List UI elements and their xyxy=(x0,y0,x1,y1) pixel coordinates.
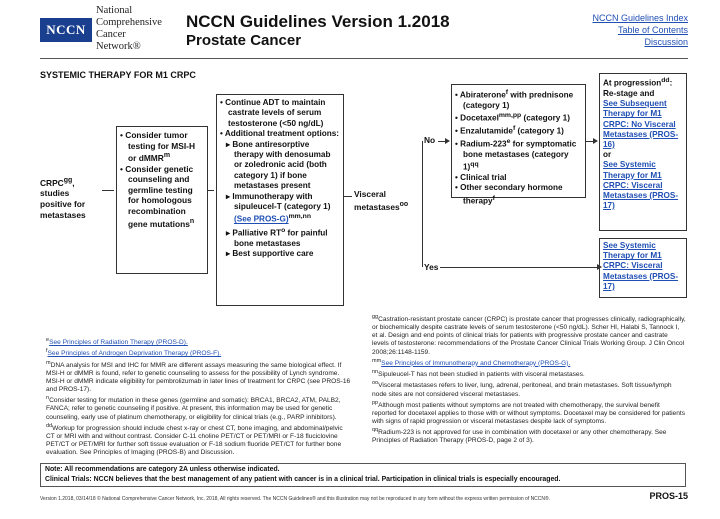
visceral-therapy-link[interactable]: See Systemic Therapy for M1 CRPC: Visceral Metastases (PROS-17) xyxy=(603,241,679,291)
nccn-logo: NCCN xyxy=(40,18,92,42)
footnote: $^{pp}$Although most patients without symptoms are not treated with chemotherapy, the survival benefit reported for docetaxel applies to those with or without symptoms. Docetaxel may be considered for patients with signs of rapid progression or visceral metastases despite lack of symptoms. xyxy=(372,399,685,425)
page-title: NCCN Guidelines Version 1.2018 xyxy=(186,12,450,31)
option-item: • Enzalutamide$^f$ (category 1) xyxy=(455,125,564,136)
header-divider xyxy=(40,58,688,59)
connector xyxy=(208,190,214,191)
page-subtitle: Prostate Cancer xyxy=(186,32,302,49)
treatment-box xyxy=(216,94,344,306)
copyright-footer: Version 1.2018, 03/14/18 © National Comprehensive Cancer Network, Inc. 2018, All rights reserved. The NCCN Guidelines® and this illustration may not be reproduced in any form without the express written permission of NCCN®. xyxy=(40,496,551,502)
yes-target-box xyxy=(599,238,687,298)
footnote: $^f$See Principles of Androgen Deprivation Therapy (PROS-F). xyxy=(46,348,222,358)
footnote: $^{gg}$Castration-resistant prostate cancer (CRPC) is prostate cancer that progresses clinically, radiographically, or biochemically despite castrate levels of serum testosterone (<50 ng/dL). Scher HI, Halabi S, Tannock I, et al. Design and end points of clinical trials for patients with progressive prostate cancer and castrate levels of testosterone: recommendations of the Prostate Cancer Clinical Trials Working Group. J Clin Oncol 2008;26:1148-1159. xyxy=(372,314,686,356)
option-item: • Clinical trial xyxy=(455,173,507,183)
testing-item: • Consider genetic counseling and germline testing for homologous recombination gene mutations$^n$ xyxy=(120,163,195,229)
visceral-therapy-link[interactable]: See Systemic Therapy for M1 CRPC: Visceral Metastases (PROS-17) xyxy=(603,160,679,211)
connector xyxy=(102,190,114,191)
treatment-subitem: ▸ Bone antiresorptive therapy with denosumab or zoledronic acid (both category 1) if bone metastases present xyxy=(226,139,331,191)
footnote: $^e$See Principles of Radiation Therapy (PROS-D). xyxy=(46,337,188,347)
option-item: • Docetaxel$^{mm,pp}$ (category 1) xyxy=(455,112,570,123)
footnote: $^{dd}$Workup for progression should include chest x-ray or chest CT, bone imaging, and abdominal/pelvic CT or MRI with and without contrast. Consider C-11 choline PET/CT or PET/MRI or F-18 fluciclovine PET/CT or PET/MRI for further soft tissue evaluation or F-18 sodium fluoride PET/CT for further bone evaluation. See Principles of Imaging (PROS-B) and Discussion. xyxy=(46,422,343,457)
radiation-therapy-link[interactable]: See Principles of Radiation Therapy (PROS-D). xyxy=(49,339,188,347)
section-title: SYSTEMIC THERAPY FOR M1 CRPC xyxy=(40,70,196,80)
option-item: • Radium-223e for symptomatic bone metastases (category 1)$^{qq}$ xyxy=(455,138,577,172)
guidelines-index-link[interactable]: NCCN Guidelines Index xyxy=(592,13,688,23)
subsequent-therapy-link[interactable]: See Subsequent Therapy for M1 CRPC: No Visceral Metastases (PROS-16) xyxy=(603,99,679,149)
org-name xyxy=(96,5,162,53)
page-number: PROS-15 xyxy=(649,491,688,501)
footnote: $^{mm}$See Principles of Immunotherapy and Chemotherapy (PROS-G). xyxy=(372,357,571,367)
notes-box xyxy=(40,463,686,487)
note-line: Note: All recommendations are category 2A unless otherwise indicated. xyxy=(45,466,280,473)
footnotes-right xyxy=(372,313,686,445)
immunotherapy-link[interactable]: See Principles of Immunotherapy and Chemotherapy (PROS-G). xyxy=(381,359,571,367)
see-pros-g-link[interactable]: (See PROS-G) xyxy=(234,215,289,225)
footnotes-left xyxy=(46,336,351,457)
footnote: $^{qq}$Radium-223 is not approved for use in combination with docetaxel or any other chemotherapy. See Principles of Radiation Therapy (PROS-D, page 2 of 3). xyxy=(372,427,667,445)
progression-box xyxy=(599,73,687,231)
arrow-right-icon xyxy=(593,138,598,144)
arrow-right-icon xyxy=(445,138,450,144)
org-line: Network® xyxy=(96,41,141,52)
or-label: or xyxy=(603,150,612,160)
discussion-link[interactable]: Discussion xyxy=(644,37,688,47)
branch-line xyxy=(422,141,423,267)
treatment-subitem: ▸ Immunotherapy with sipuleucel-T (category 1) (See PROS-G)$^{mm,nn}$ xyxy=(226,191,331,225)
crpc-label: CRPC xyxy=(40,177,64,188)
progression-label: At progression$^{dd}$: Re-stage and xyxy=(603,77,673,98)
yes-label: Yes xyxy=(424,262,439,272)
treatment-subitem: ▸ Palliative $RT^o$ for painful bone metastases xyxy=(226,226,328,248)
treatment-subitem: ▸ Best supportive care xyxy=(226,249,314,259)
testing-box xyxy=(116,126,208,274)
treatment-item: • Additional treatment options: xyxy=(220,129,340,139)
org-line: National xyxy=(96,5,133,16)
connector xyxy=(344,196,352,197)
options-box xyxy=(451,84,586,206)
treatment-item: • Continue ADT to maintain castrate levels of serum testosterone (<50 ng/dL) xyxy=(220,98,326,128)
org-line: Cancer xyxy=(96,29,126,40)
adt-link[interactable]: See Principles of Androgen Deprivation Therapy (PROS-F). xyxy=(47,350,222,358)
crpc-rest: , studies positive for metastases xyxy=(40,177,86,220)
no-label: No xyxy=(424,135,436,145)
footnote: $^{nn}$Sipuleucel-T has not been studied in patients with visceral metastases. xyxy=(372,368,585,379)
connector xyxy=(440,267,598,268)
org-line: Comprehensive xyxy=(96,17,162,28)
visceral-metastases-node: Visceral metastases$^{oo}$ xyxy=(354,189,409,212)
note-line: Clinical Trials: NCCN believes that the best management of any patient with cancer is in a clinical trial. Participation in clinical trials is especially encouraged. xyxy=(45,476,561,483)
table-of-contents-link[interactable]: Table of Contents xyxy=(617,25,688,35)
crpc-start-node xyxy=(40,176,100,220)
footnote: $^m$DNA analysis for MSI and IHC for MMR are different assays measuring the same biological effect. If MSI-H or dMMR is found, refer to genetic counseling to assess for the possibility of Lynch syndrome. MSI-H or dMMR indicate eligibility for pembrolizumab in later lines of treatment for CRPC (see PROS-16 and PROS-17). xyxy=(46,359,351,394)
footnote: $^{oo}$Visceral metastases refers to liver, lung, adrenal, peritoneal, and brain metastases. Soft tissue/lymph node sites are not considered visceral metastases. xyxy=(372,380,672,398)
footnote: $^n$Consider testing for mutation in these genes (germline and somatic): BRCA1, BRCA2, ATM, PALB2, FANCA; refer to genetic counseling if positive. At present, this information may be used for genetic counseling, early use of platinum chemotherapy, or eligibility for clinical trials (e.g., PARP inhibitors). xyxy=(46,395,341,421)
footnote-ref: gg xyxy=(63,177,73,184)
top-nav xyxy=(592,12,688,48)
testing-item: • Consider tumor testing for MSI-H or dMMR$^m$ xyxy=(120,130,195,163)
option-item: • Abiraterone$^f$ with prednisone (category 1) xyxy=(455,89,574,110)
option-item: • Other secondary hormone therapy$^f$ xyxy=(455,183,563,206)
